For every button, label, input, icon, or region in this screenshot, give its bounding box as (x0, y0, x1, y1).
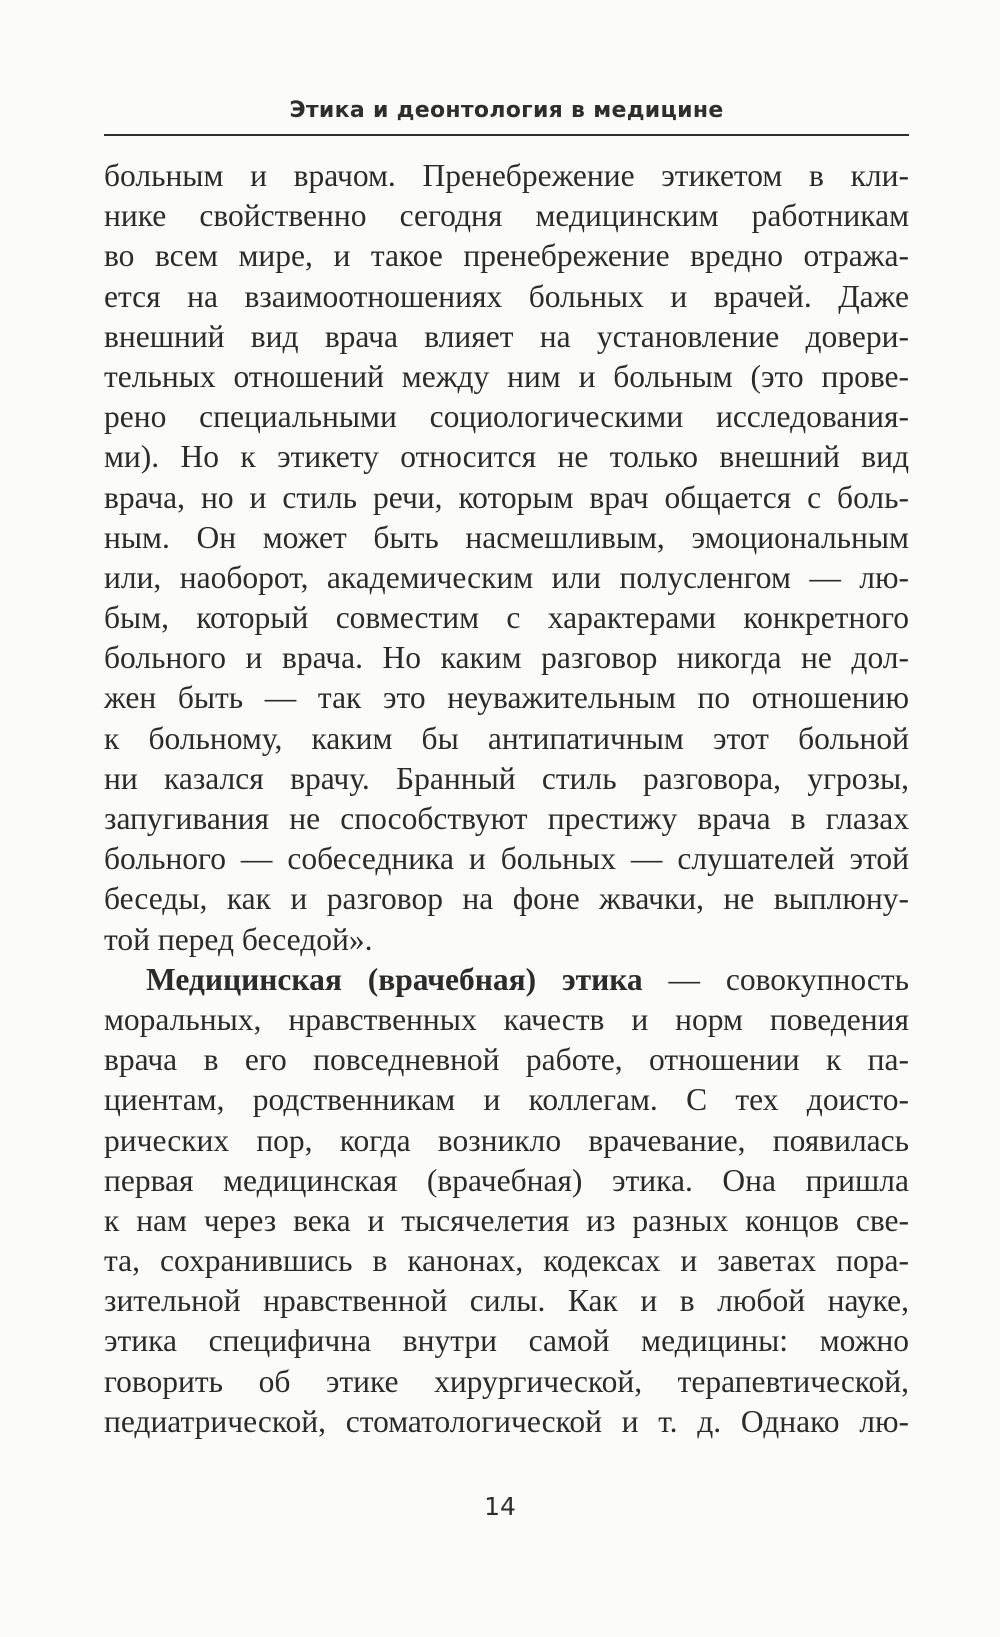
text-line: врача в его повседневной работе, отношении к па- (104, 1042, 909, 1078)
text-line: первая медицинская (врачебная) этика. Она пришла (104, 1162, 909, 1198)
text-line: жен быть — так это неуважительным по отношению (104, 680, 909, 716)
text-line: ным. Он может быть насмешливым, эмоциональным (104, 519, 909, 555)
body-text (104, 156, 909, 1442)
text-line: моральных, нравственных качеств и норм поведения (104, 1001, 909, 1037)
text-line: та, сохранившись в канонах, кодексах и заветах пора- (104, 1243, 909, 1279)
text-line: ни казался врачу. Бранный стиль разговора, угрозы, (104, 760, 909, 796)
text-line: зительной нравственной силы. Как и в любой науке, (104, 1283, 909, 1319)
paragraph-start-line (104, 960, 909, 1000)
term-bold: Медицинская (врачебная) этика (146, 961, 643, 997)
text-line: к больному, каким бы антипатичным этот больной (104, 720, 909, 756)
text-line: педиатрической, стоматологической и т. д. Однако лю- (104, 1403, 909, 1439)
text-line: запугивания не способствуют престижу врача в глазах (104, 801, 909, 836)
text-line: во всем мире, и такое пренебрежение вредно отража- (104, 238, 909, 274)
text-line: рено специальными социологическими исследования- (104, 399, 909, 435)
text-line: бым, который совместим с характерами конкретного (104, 600, 909, 636)
text-line: врача, но и стиль речи, которым врач общается с боль- (104, 479, 909, 515)
text-line: больным и врачом. Пренебрежение этикетом в кли- (104, 158, 909, 193)
text-line: больного — собеседника и больных — слушателей этой (104, 841, 909, 877)
text-line: или, наоборот, академическим или полусленгом — лю- (104, 559, 909, 595)
text-line: рических пор, когда возникло врачевание, появилась (104, 1122, 909, 1158)
running-head: Этика и деонтология в медицине (289, 98, 724, 123)
text-line: говорить об этике хирургической, терапевтической, (104, 1363, 909, 1399)
text-line: больного и врача. Но каким разговор никогда не дол- (104, 640, 909, 676)
text-line: этика специфична внутри самой медицины: можно (104, 1323, 909, 1359)
text-line: тельных отношений между ним и больным (это прове- (104, 358, 909, 394)
text-line: ется на взаимоотношениях больных и врачей. Даже (104, 278, 909, 314)
text-line: циентам, родственникам и коллегам. С тех доисто- (104, 1082, 909, 1118)
term-definition-start: — совокупность (642, 961, 909, 997)
text-line: той перед беседой». (104, 921, 373, 957)
text-line: к нам через века и тысячелетия из разных концов све- (104, 1202, 909, 1238)
text-line: внешний вид врача влияет на установление довери- (104, 318, 909, 354)
text-line: ми). Но к этикету относится не только внешний вид (104, 439, 909, 475)
text-line: нике свойственно сегодня медицинским работникам (104, 198, 909, 234)
page-number: 14 (484, 1492, 516, 1521)
header-rule (104, 134, 909, 136)
text-line: беседы, как и разговор на фоне жвачки, не выплюну- (104, 881, 909, 917)
